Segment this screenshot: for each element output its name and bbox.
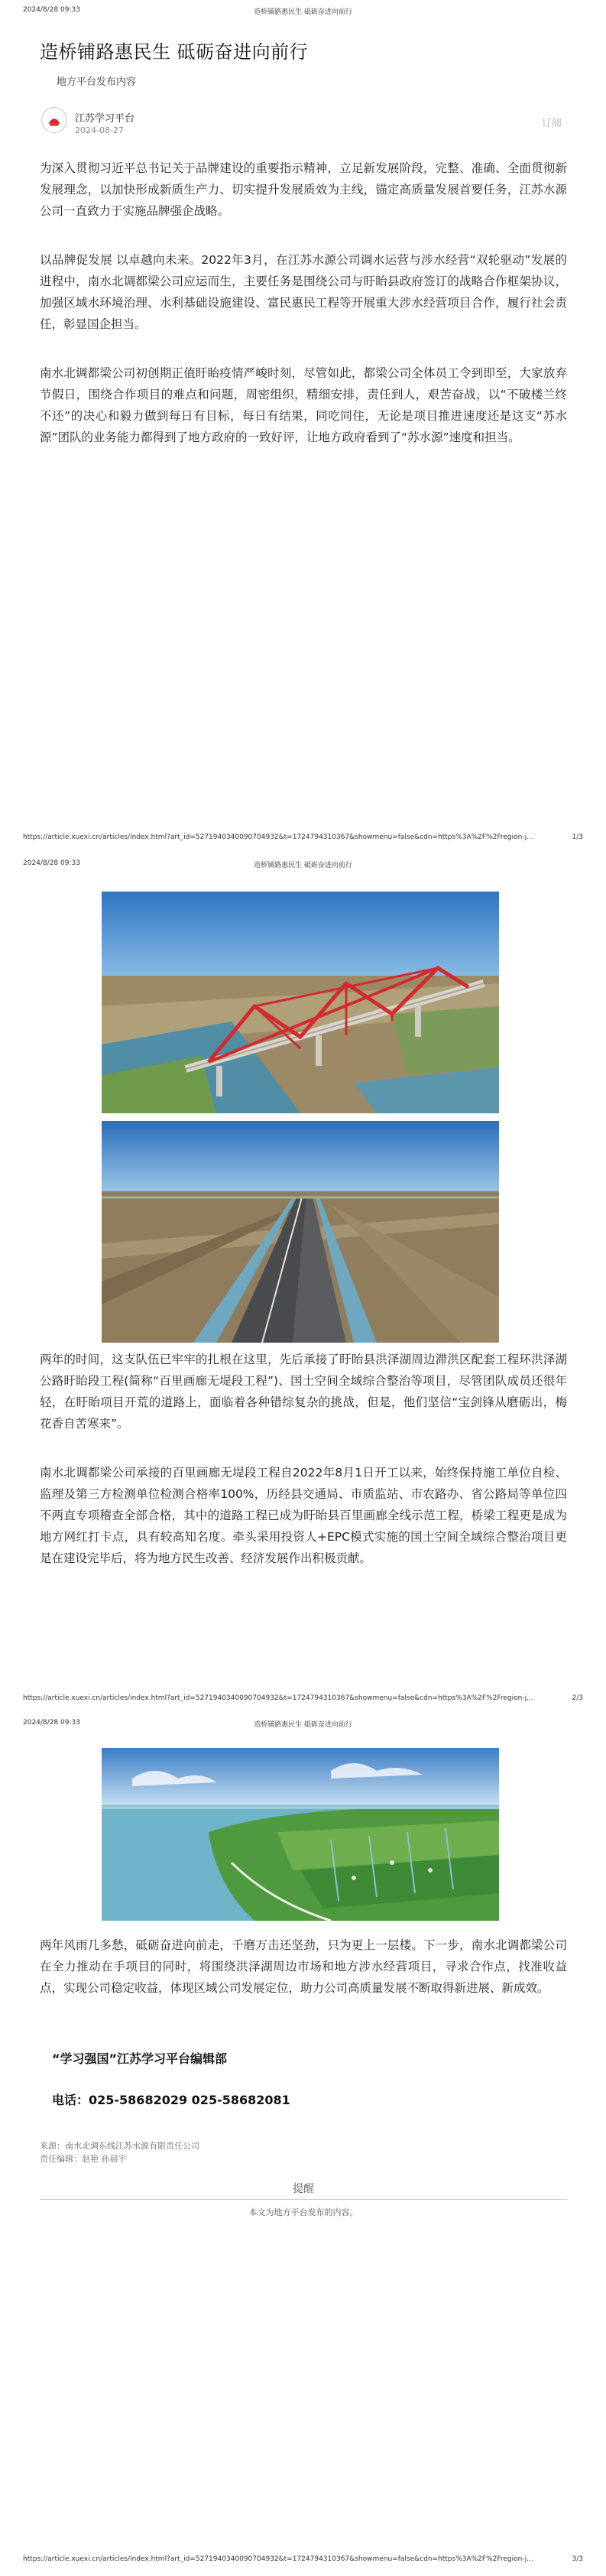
print-title: 造桥铺路惠民生 砥砺奋进向前行 xyxy=(254,1721,352,1729)
print-page-1 xyxy=(0,0,606,853)
reminder-divider xyxy=(40,2199,567,2200)
print-page-3 xyxy=(0,1713,606,2576)
publish-date: 2024-08-27 xyxy=(75,125,124,135)
source-credit: 来源：南水北调东线江苏水源有限责任公司 xyxy=(40,2141,199,2151)
paragraph-3: 南水北调都梁公司初创期正值盱眙疫情严峻时刻，尽管如此，都梁公司全体员工令到即至，大家放弃节假日，围绕合作项目的难点和问题，周密组织，精细安排，责任到人，艰苦奋战，以“不破楼兰终不还”的决心和毅力做到每日有目标，每日有结果，同吃同住，无论是项目推进速度还是这支“苏水源”团队的业务能力都得到了地方政府的一致好评，让地方政府看到了“苏水源”速度和担当。 xyxy=(40,366,567,444)
contact-phone: 电话：025-58682029 025-58682081 xyxy=(52,2093,290,2107)
editor-credit: 责任编辑：赵艳 孙晨宇 xyxy=(40,2154,127,2164)
paragraph-1: 为深入贯彻习近平总书记关于品牌建设的重要指示精神，立足新发展阶段，完整、准确、全面贯彻新发展理念，以加快形成新质生产力、切实提升发展质效为主线，锚定高质量发展首要任务，江苏水源公司一直致力于实施品牌强企战略。 xyxy=(40,161,567,218)
page-number: 2/3 xyxy=(572,1694,583,1702)
print-title: 造桥铺路惠民生 砥砺奋进向前行 xyxy=(254,862,352,869)
print-url: https://article.xuexi.cn/articles/index.html?art_id=5271940340090704932&t=1724794310367&showmenu=false&cdn=https%3A%2F%2Fregion-j... xyxy=(23,2555,533,2563)
account-name[interactable]: 江苏学习平台 xyxy=(75,113,135,125)
print-header xyxy=(23,6,583,17)
article-title: 造桥铺路惠民生 砥砺奋进向前行 xyxy=(40,41,309,63)
editorial-dept: “学习强国”江苏学习平台编辑部 xyxy=(52,2051,228,2066)
print-footer xyxy=(23,2555,583,2566)
paragraph-2: 以品牌促发展 以卓越向未来。2022年3月，在江苏水源公司调水运营与涉水经营“双轮驱动”发展的进程中，南水北调都梁公司应运而生，主要任务是围绕公司与盱眙县政府签订的战略合作框架协议，加强区域水环境治理、水利基础设施建设、富民惠民工程等开展重大涉水经营项目合作，履行社会责任，彰显国企担当。 xyxy=(40,253,567,331)
paragraph-6: 两年风雨几多愁，砥砺奋进向前走，千磨万击还坚劲，只为更上一层楼。下一步，南水北调都梁公司在全力推动在手项目的同时，将围绕洪泽湖周边市场和地方涉水经营项目，寻求合作点，找准收益点，实现公司稳定收益，体现区域公司发展定位，助力公司高质量发展不断取得新进展、新成效。 xyxy=(40,1938,567,1995)
paragraph-4: 两年的时间，这支队伍已牢牢的扎根在这里，先后承接了盱眙县洪泽湖周边滞洪区配套工程环洪泽湖公路盱眙段工程(简称“百里画廊无堤段工程”)、国土空间全域综合整治等项目，尽管团队成员还很年轻，在盱眙项目开荒的道路上，面临着各种错综复杂的挑战，但是，他们坚信“宝剑锋从磨砺出，梅花香自苦寒来”。 xyxy=(40,1353,567,1431)
account-avatar[interactable] xyxy=(41,107,67,133)
print-timestamp: 2024/8/28 09:33 xyxy=(23,6,80,14)
lake-photo xyxy=(102,1748,499,1921)
reminder-text: 本文为地方平台发布的内容。 xyxy=(248,2207,358,2217)
page-number: 3/3 xyxy=(572,2555,583,2563)
print-header xyxy=(23,859,583,870)
xuexi-logo-icon xyxy=(42,108,66,132)
highway-farmland-icon xyxy=(102,1121,499,1343)
bridge-photo xyxy=(102,892,499,1113)
source-label: 地方平台发布内容 xyxy=(57,76,137,88)
print-footer xyxy=(23,833,583,844)
red-arch-bridge-icon xyxy=(102,892,499,1113)
print-header xyxy=(23,1719,583,1730)
print-footer xyxy=(23,1694,583,1705)
reminder-box xyxy=(40,2181,567,2218)
print-title: 造桥铺路惠民生 砥砺奋进向前行 xyxy=(254,8,352,16)
lake-shore-aerial-icon xyxy=(102,1748,499,1921)
reminder-title: 提醒 xyxy=(293,2183,314,2195)
road-photo xyxy=(102,1121,499,1343)
print-timestamp: 2024/8/28 09:33 xyxy=(23,1719,80,1727)
page-number: 1/3 xyxy=(572,833,583,841)
paragraph-5: 南水北调都梁公司承接的百里画廊无堤段工程自2022年8月1日开工以来，始终保持施工单位自检、监理及第三方检测单位检测合格率100%，历经县交通局、市质监站、市农路办、省公路局等单位四不两直专项稽查全部合格，其中的道路工程已成为盱眙县百里画廊全线示范工程，桥梁工程更是成为地方网红打卡点，具有较高知名度。牵头采用投资人+EPC模式实施的国土空间全域综合整治项目更是在建设完毕后，将为地方民生改善、经济发展作出积极贡献。 xyxy=(40,1466,567,1565)
print-page-2 xyxy=(0,853,606,1713)
print-timestamp: 2024/8/28 09:33 xyxy=(23,859,80,867)
print-url: https://article.xuexi.cn/articles/index.html?art_id=5271940340090704932&t=1724794310367&showmenu=false&cdn=https%3A%2F%2Fregion-j... xyxy=(23,1694,533,1702)
print-url: https://article.xuexi.cn/articles/index.html?art_id=5271940340090704932&t=1724794310367&showmenu=false&cdn=https%3A%2F%2Fregion-j... xyxy=(23,833,533,841)
subscribe-button[interactable]: 订阅 xyxy=(542,115,562,129)
